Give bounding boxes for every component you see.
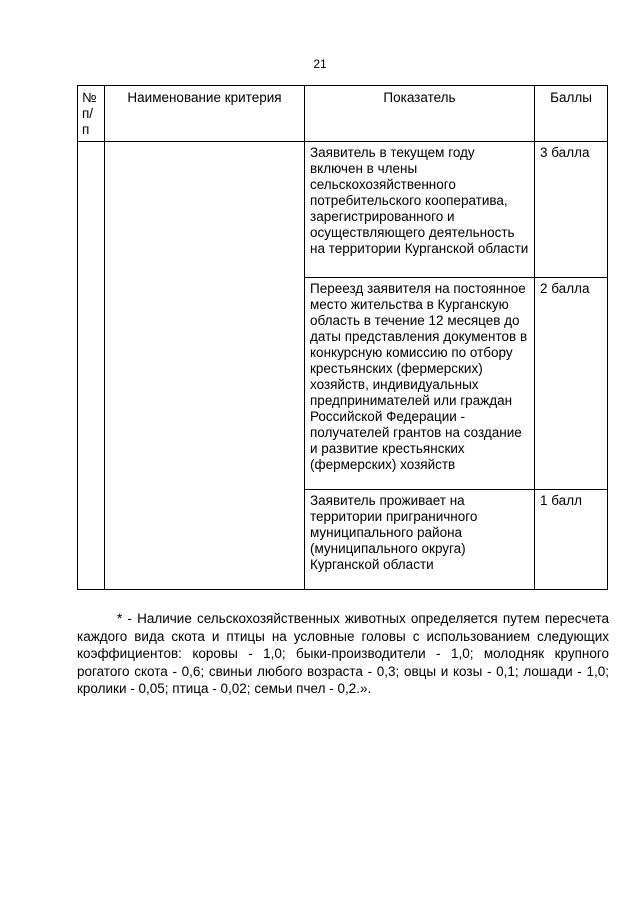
table-row [78, 142, 608, 278]
header-criterion-name: Наименование критерия [105, 86, 305, 142]
header-indicator: Показатель [305, 86, 535, 142]
criterion-name-cell [105, 142, 305, 590]
header-number: № п/п [78, 86, 105, 142]
indicator-cell: Заявитель в текущем году включен в члены сельскохозяйственного потребительского кооператива, зарегистрированного и осуществляющего деятельность на территории Курганской области [305, 142, 535, 278]
footnote: * - Наличие сельскохозяйственных животных определяется путем пересчета каждого вида скота и птицы на условные головы с использованием следующих коэффициентов: коровы - 1,0; быки-производители - 1,0; молодняк крупного рогатого скота - 0,6; свиньи любого возраста - 0,3; овцы и козы - 0,1; лошади - 1,0; кролики - 0,05; птица - 0,02; семьи пчел - 0,2.». [77, 611, 609, 696]
score-cell: 1 балл [535, 490, 608, 590]
number-cell [78, 142, 105, 590]
score-cell: 2 балла [535, 278, 608, 490]
criteria-table [77, 85, 608, 590]
indicator-cell: Заявитель проживает на территории приграничного муниципального района (муниципального округа) Курганской области [305, 490, 535, 590]
indicator-cell: Переезд заявителя на постоянное место жительства в Курганскую область в течение 12 месяцев до даты представления документов в конкурсную комиссию по отбору крестьянских (фермерских) хозяйств, индивидуальных предпринимателей или граждан Российской Федерации - получателей грантов на создание и развитие крестьянских (фермерских) хозяйств [305, 278, 535, 490]
score-cell: 3 балла [535, 142, 608, 278]
header-score: Баллы [535, 86, 608, 142]
page-number: 21 [313, 57, 327, 71]
table-header-row [78, 86, 608, 142]
